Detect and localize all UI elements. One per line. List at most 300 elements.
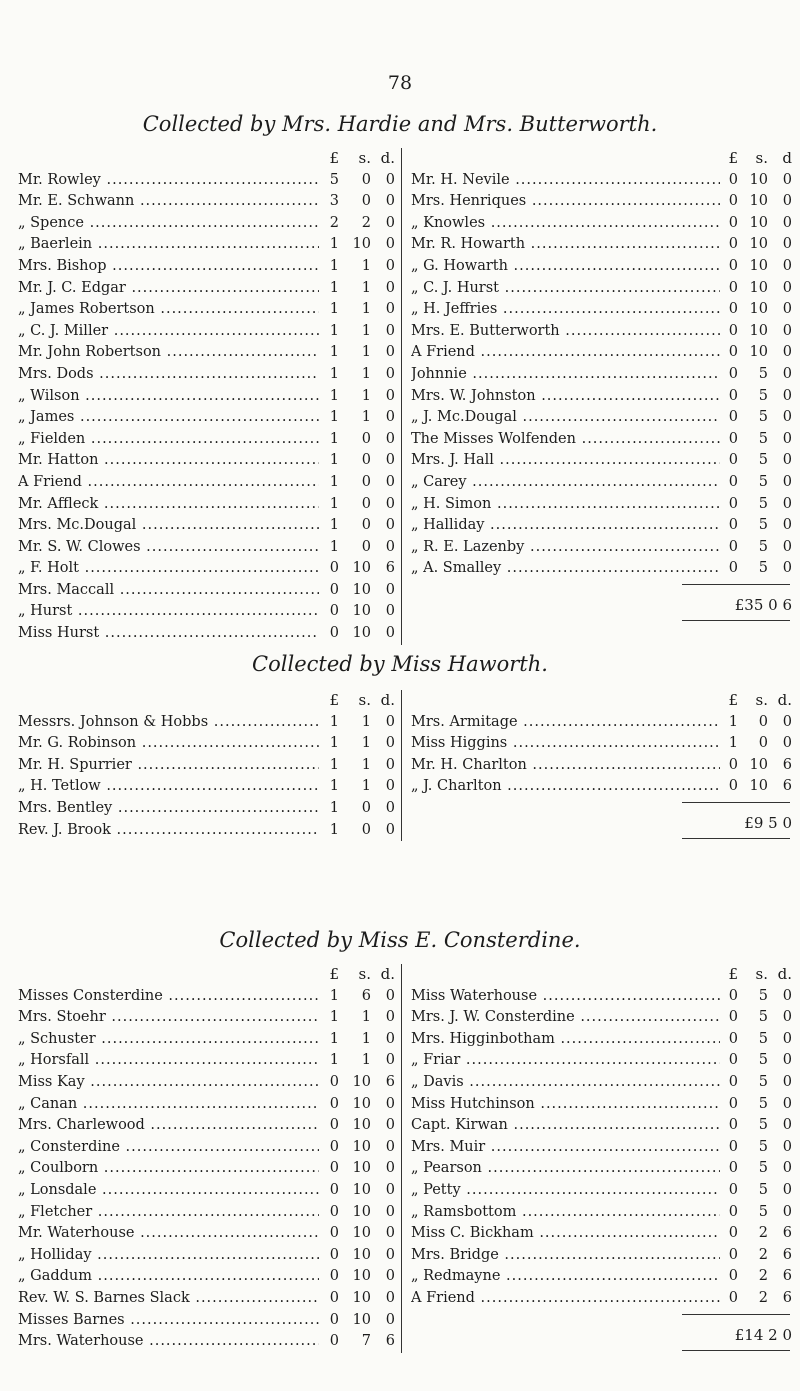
- subscriber-name: Mr. H. Charlton .....: [411, 755, 720, 777]
- amount-shillings: 0: [361, 821, 371, 838]
- amount-pence: 0: [385, 409, 395, 426]
- amount-shillings: 5: [758, 409, 768, 426]
- amount-pounds: 0: [329, 1289, 339, 1306]
- section-total: [411, 580, 792, 614]
- amount-shillings: 0: [758, 713, 768, 730]
- subscriber-row: [18, 1115, 401, 1137]
- subscriber-name: Mr. H. Nevile .....: [411, 170, 720, 192]
- amount-shillings: 7: [361, 1333, 371, 1350]
- amount-shillings: 10: [749, 236, 768, 253]
- shillings-header: s.: [755, 149, 768, 167]
- subscriber-row: [18, 623, 401, 645]
- subscriber-name: Mr. Hatton .....: [18, 450, 319, 472]
- amount-pounds: 0: [329, 1138, 339, 1155]
- pounds-header: £: [329, 691, 339, 709]
- subscriber-name: Misses Barnes .....: [18, 1310, 319, 1332]
- amount-pence: 0: [782, 430, 792, 447]
- subscriber-name: Mr. R. Howarth .....: [411, 234, 720, 256]
- amount-pounds: 0: [329, 625, 339, 642]
- subscriber-row: [411, 321, 792, 343]
- subscriber-name: „ James .....: [18, 407, 319, 429]
- amount-pounds: 0: [728, 1073, 738, 1090]
- amount-pounds: 1: [329, 473, 339, 490]
- amount-pounds: 0: [728, 1289, 738, 1306]
- subscriber-name: Miss Hutchinson .....: [411, 1094, 720, 1116]
- subscriber-row: [18, 986, 401, 1008]
- amount-pounds: 1: [329, 322, 339, 339]
- subscriber-row: [411, 1094, 792, 1116]
- amount-pounds: 3: [329, 193, 339, 210]
- amount-pence: 0: [385, 987, 395, 1004]
- subscriber-name: Mrs. Stoehr .....: [18, 1007, 319, 1029]
- amount-shillings: 5: [758, 430, 768, 447]
- amount-shillings: 5: [758, 560, 768, 577]
- subscriber-row: [411, 1072, 792, 1094]
- subscriber-row: [18, 1072, 401, 1094]
- subscriber-name: „ G. Howarth .....: [411, 256, 720, 278]
- shillings-header: s.: [755, 965, 768, 983]
- subscriber-row: [18, 712, 401, 734]
- amount-pence: 0: [385, 344, 395, 361]
- amount-pence: 0: [782, 171, 792, 188]
- amount-pounds: 0: [728, 1268, 738, 1285]
- subscriber-name: „ A. Smalley .....: [411, 558, 720, 580]
- amount-shillings: 2: [758, 1268, 768, 1285]
- amount-shillings: 10: [352, 1246, 371, 1263]
- amount-pounds: 0: [728, 756, 738, 773]
- amount-shillings: 1: [361, 1052, 371, 1069]
- subscriber-name: Mr. S. W. Clowes .....: [18, 537, 319, 559]
- amount-pence: 0: [385, 495, 395, 512]
- subscriber-name: A Friend .....: [411, 342, 720, 364]
- subscriber-name: „ Holliday .....: [18, 1245, 319, 1267]
- amount-pounds: 0: [329, 1073, 339, 1090]
- amount-shillings: 10: [352, 1138, 371, 1155]
- amount-shillings: 2: [758, 1246, 768, 1263]
- subscriber-name: Mr. J. C. Edgar .....: [18, 278, 319, 300]
- pence-header: d.: [777, 965, 792, 983]
- amount-pounds: 1: [329, 495, 339, 512]
- amount-shillings: 10: [352, 603, 371, 620]
- subscriber-row: [18, 1029, 401, 1051]
- subscriber-name: Mrs. J. Hall .....: [411, 450, 720, 472]
- pounds-header: £: [728, 965, 738, 983]
- amount-pence: 0: [385, 1009, 395, 1026]
- amount-pounds: 1: [329, 387, 339, 404]
- amount-pounds: 0: [728, 473, 738, 490]
- amount-pounds: 0: [728, 517, 738, 534]
- subscriber-name: Mr. Waterhouse .....: [18, 1223, 319, 1245]
- subscriber-name: Miss Waterhouse .....: [411, 986, 720, 1008]
- amount-pounds: 1: [329, 409, 339, 426]
- subscriber-row: [18, 1180, 401, 1202]
- subscriber-name: Mrs. W. Johnston .....: [411, 386, 720, 408]
- amount-pence: 0: [782, 987, 792, 1004]
- subscriber-row: [18, 776, 401, 798]
- amount-shillings: 1: [361, 735, 371, 752]
- amount-pounds: 0: [728, 409, 738, 426]
- subscriber-row: [18, 1007, 401, 1029]
- amount-pence: 0: [782, 1181, 792, 1198]
- amount-pence: 0: [782, 1203, 792, 1220]
- subscriber-name: „ Gaddum .....: [18, 1266, 319, 1288]
- amount-shillings: 2: [758, 1289, 768, 1306]
- amount-pence: 0: [385, 236, 395, 253]
- subscriber-name: Misses Consterdine .....: [18, 986, 319, 1008]
- amount-pounds: 1: [329, 987, 339, 1004]
- currency-header: [411, 964, 792, 986]
- amount-shillings: 0: [361, 171, 371, 188]
- amount-shillings: 10: [352, 1225, 371, 1242]
- left-column: [18, 148, 402, 645]
- amount-pence: 0: [385, 1030, 395, 1047]
- total-amount: £14 2 0: [734, 1325, 792, 1344]
- amount-shillings: 5: [758, 387, 768, 404]
- amount-pounds: 0: [728, 987, 738, 1004]
- amount-pounds: 1: [329, 713, 339, 730]
- subscriber-row: [411, 342, 792, 364]
- amount-pence: 0: [782, 560, 792, 577]
- amount-pounds: 0: [728, 538, 738, 555]
- subscriber-row: [411, 429, 792, 451]
- subscriber-name: A Friend .....: [411, 1288, 720, 1310]
- subscriber-name: Mrs. Dods .....: [18, 364, 319, 386]
- amount-shillings: 10: [352, 1160, 371, 1177]
- subscriber-row: [18, 450, 401, 472]
- amount-pence: 0: [385, 257, 395, 274]
- subscriber-row: [18, 256, 401, 278]
- amount-pence: 0: [385, 214, 395, 231]
- amount-shillings: 10: [749, 171, 768, 188]
- currency-header: [411, 148, 792, 170]
- subscriber-row: [411, 1029, 792, 1051]
- total-rule: [682, 584, 790, 585]
- subscriber-row: [18, 820, 401, 842]
- amount-shillings: 5: [758, 538, 768, 555]
- amount-pence: 0: [782, 1052, 792, 1069]
- amount-shillings: 10: [352, 581, 371, 598]
- subscriber-row: [411, 1180, 792, 1202]
- amount-pence: 0: [385, 581, 395, 598]
- amount-pounds: 0: [728, 279, 738, 296]
- amount-pence: 0: [385, 322, 395, 339]
- subscriber-name: Mrs. E. Butterworth .....: [411, 321, 720, 343]
- amount-pence: 0: [782, 322, 792, 339]
- subscriber-row: [18, 1266, 401, 1288]
- subscriber-name: Mrs. J. W. Consterdine .....: [411, 1007, 720, 1029]
- amount-pounds: 0: [728, 387, 738, 404]
- subscriber-name: Mr. Rowley .....: [18, 170, 319, 192]
- subscriber-row: [411, 1115, 792, 1137]
- amount-shillings: 1: [361, 279, 371, 296]
- subscriber-name: „ Horsfall .....: [18, 1050, 319, 1072]
- amount-pence: 0: [782, 517, 792, 534]
- subscriber-row: [18, 170, 401, 192]
- amount-pence: 0: [385, 171, 395, 188]
- subscriber-name: Mrs. Muir .....: [411, 1137, 720, 1159]
- amount-shillings: 2: [361, 214, 371, 231]
- amount-pounds: 0: [728, 1117, 738, 1134]
- amount-pence: 0: [385, 778, 395, 795]
- amount-shillings: 0: [758, 735, 768, 752]
- amount-pence: 0: [385, 1160, 395, 1177]
- amount-shillings: 1: [361, 387, 371, 404]
- amount-shillings: 1: [361, 1030, 371, 1047]
- amount-pounds: 0: [728, 560, 738, 577]
- amount-pounds: 1: [329, 279, 339, 296]
- amount-shillings: 10: [352, 625, 371, 642]
- left-column: [18, 690, 402, 841]
- amount-pence: 6: [782, 1289, 792, 1306]
- subscriber-name: Mrs. Henriques .....: [411, 191, 720, 213]
- amount-pence: 6: [385, 560, 395, 577]
- amount-pence: 0: [385, 452, 395, 469]
- amount-pence: 0: [385, 1117, 395, 1134]
- subscriber-row: [18, 580, 401, 602]
- subscriber-row: [411, 733, 792, 755]
- subscriber-row: [411, 278, 792, 300]
- subscriber-row: [411, 1223, 792, 1245]
- subscriber-row: [411, 256, 792, 278]
- subscriber-name: „ H. Simon .....: [411, 494, 720, 516]
- amount-pounds: 0: [728, 322, 738, 339]
- subscriber-name: Messrs. Johnson & Hobbs .....: [18, 712, 319, 734]
- subscriber-name: „ Fielden .....: [18, 429, 319, 451]
- amount-shillings: 0: [361, 430, 371, 447]
- subscriber-name: „ J. Charlton .....: [411, 776, 720, 798]
- amount-pence: 0: [385, 1138, 395, 1155]
- subscriber-row: [411, 494, 792, 516]
- subscriber-row: [411, 755, 792, 777]
- subscriber-name: Mr. E. Schwann .....: [18, 191, 319, 213]
- subscriber-row: [411, 407, 792, 429]
- subscriber-name: The Misses Wolfenden .....: [411, 429, 720, 451]
- right-column: [411, 964, 792, 1351]
- amount-pence: 0: [782, 1095, 792, 1112]
- amount-shillings: 2: [758, 1225, 768, 1242]
- pence-header: d.: [777, 691, 792, 709]
- amount-shillings: 5: [758, 1117, 768, 1134]
- subscriber-name: „ J. Mc.Dougal .....: [411, 407, 720, 429]
- amount-pounds: 0: [728, 1030, 738, 1047]
- subscriber-row: [411, 515, 792, 537]
- subscriber-row: [18, 601, 401, 623]
- subscriber-name: Mrs. Mc.Dougal .....: [18, 515, 319, 537]
- amount-shillings: 5: [758, 1073, 768, 1090]
- shillings-header: s.: [755, 691, 768, 709]
- pounds-header: £: [728, 691, 738, 709]
- amount-pounds: 0: [728, 257, 738, 274]
- subscriber-row: [411, 558, 792, 580]
- amount-pounds: 0: [329, 1160, 339, 1177]
- amount-pounds: 0: [728, 171, 738, 188]
- amount-shillings: 0: [361, 517, 371, 534]
- amount-pounds: 0: [728, 1160, 738, 1177]
- amount-pounds: 0: [329, 560, 339, 577]
- amount-pence: 0: [782, 365, 792, 382]
- amount-pounds: 1: [329, 517, 339, 534]
- amount-shillings: 1: [361, 713, 371, 730]
- amount-pounds: 0: [329, 1268, 339, 1285]
- amount-pounds: 0: [329, 1203, 339, 1220]
- subscriber-name: „ Schuster .....: [18, 1029, 319, 1051]
- amount-shillings: 10: [749, 344, 768, 361]
- subscriber-name: Mrs. Waterhouse .....: [18, 1331, 319, 1353]
- amount-pence: 0: [385, 538, 395, 555]
- amount-pounds: 0: [728, 214, 738, 231]
- subscriber-row: [18, 278, 401, 300]
- right-column: [411, 148, 792, 621]
- subscriber-name: „ F. Holt .....: [18, 558, 319, 580]
- subscriber-row: [18, 429, 401, 451]
- subscriber-row: [18, 733, 401, 755]
- subscriber-row: [411, 1050, 792, 1072]
- amount-pence: 0: [385, 1246, 395, 1263]
- subscriber-row: [18, 386, 401, 408]
- subscriber-name: „ Friar .....: [411, 1050, 720, 1072]
- subscriber-row: [18, 1050, 401, 1072]
- subscriber-row: [18, 1094, 401, 1116]
- amount-pounds: 1: [728, 735, 738, 752]
- section-total: [411, 1310, 792, 1344]
- amount-pence: 0: [385, 735, 395, 752]
- subscriber-row: [411, 191, 792, 213]
- amount-pounds: 0: [728, 1203, 738, 1220]
- amount-pounds: 0: [728, 430, 738, 447]
- amount-pence: 0: [385, 1225, 395, 1242]
- amount-pounds: 0: [728, 1052, 738, 1069]
- amount-shillings: 10: [352, 560, 371, 577]
- amount-pence: 0: [385, 799, 395, 816]
- amount-shillings: 10: [352, 1268, 371, 1285]
- amount-shillings: 10: [749, 322, 768, 339]
- amount-shillings: 5: [758, 452, 768, 469]
- amount-shillings: 5: [758, 987, 768, 1004]
- amount-shillings: 1: [361, 344, 371, 361]
- amount-shillings: 0: [361, 473, 371, 490]
- subscriber-name: „ Lonsdale .....: [18, 1180, 319, 1202]
- amount-shillings: 1: [361, 257, 371, 274]
- amount-pence: 0: [385, 1268, 395, 1285]
- amount-pence: 0: [782, 1117, 792, 1134]
- amount-pence: 0: [385, 713, 395, 730]
- amount-pounds: 0: [728, 1225, 738, 1242]
- subscriber-name: „ H. Jeffries .....: [411, 299, 720, 321]
- subscriber-row: [411, 1158, 792, 1180]
- amount-pence: 0: [385, 365, 395, 382]
- amount-shillings: 10: [749, 778, 768, 795]
- subscriber-name: Mr. G. Robinson .....: [18, 733, 319, 755]
- amount-pence: 6: [385, 1073, 395, 1090]
- subscription-list-consterdine: [18, 964, 792, 1384]
- amount-pounds: 0: [329, 1333, 339, 1350]
- amount-pence: 0: [385, 1311, 395, 1328]
- subscriber-row: [18, 798, 401, 820]
- subscriber-row: [18, 1223, 401, 1245]
- subscriber-row: [411, 986, 792, 1008]
- amount-pounds: 1: [329, 344, 339, 361]
- amount-pence: 6: [782, 1246, 792, 1263]
- section-title-hardie-butterworth: Collected by Mrs. Hardie and Mrs. Butterworth.: [142, 112, 658, 136]
- subscriber-name: „ Carey .....: [411, 472, 720, 494]
- amount-shillings: 5: [758, 1138, 768, 1155]
- amount-shillings: 10: [749, 214, 768, 231]
- subscriber-row: [411, 1245, 792, 1267]
- amount-pence: 0: [782, 409, 792, 426]
- amount-pounds: 1: [329, 756, 339, 773]
- amount-pence: 0: [385, 473, 395, 490]
- amount-pounds: 1: [329, 301, 339, 318]
- amount-pence: 0: [782, 735, 792, 752]
- subscriber-name: „ Spence .....: [18, 213, 319, 235]
- subscriber-row: [411, 450, 792, 472]
- subscriber-name: „ Petty .....: [411, 1180, 720, 1202]
- amount-pence: 0: [782, 1030, 792, 1047]
- amount-pence: 6: [782, 778, 792, 795]
- amount-shillings: 5: [758, 1160, 768, 1177]
- amount-shillings: 1: [361, 365, 371, 382]
- amount-pence: 0: [782, 279, 792, 296]
- right-column: [411, 690, 792, 839]
- amount-pence: 0: [782, 713, 792, 730]
- amount-pounds: 0: [728, 495, 738, 512]
- subscriber-name: Miss Higgins .....: [411, 733, 720, 755]
- subscriber-row: [18, 537, 401, 559]
- amount-pence: 0: [385, 821, 395, 838]
- amount-pounds: 1: [329, 257, 339, 274]
- amount-shillings: 10: [749, 279, 768, 296]
- pence-header: d: [782, 149, 792, 167]
- subscriber-row: [18, 755, 401, 777]
- amount-pounds: 1: [329, 735, 339, 752]
- amount-pounds: 0: [728, 1095, 738, 1112]
- amount-pounds: 0: [728, 1009, 738, 1026]
- amount-pence: 0: [782, 344, 792, 361]
- subscriber-name: „ Ramsbottom .....: [411, 1202, 720, 1224]
- currency-header: [18, 148, 401, 170]
- amount-pounds: 0: [728, 452, 738, 469]
- amount-shillings: 5: [758, 473, 768, 490]
- amount-shillings: 10: [352, 1073, 371, 1090]
- subscriber-name: „ C. J. Hurst .....: [411, 278, 720, 300]
- amount-pence: 0: [782, 1138, 792, 1155]
- amount-pence: 0: [385, 517, 395, 534]
- amount-shillings: 5: [758, 1009, 768, 1026]
- amount-pounds: 0: [329, 1246, 339, 1263]
- subscriber-row: [411, 1202, 792, 1224]
- amount-shillings: 10: [352, 1203, 371, 1220]
- amount-pounds: 0: [728, 778, 738, 795]
- subscriber-row: [18, 342, 401, 364]
- pounds-header: £: [329, 149, 339, 167]
- subscriber-name: „ Halliday .....: [411, 515, 720, 537]
- amount-pence: 0: [782, 193, 792, 210]
- amount-pounds: 5: [329, 171, 339, 188]
- amount-shillings: 1: [361, 322, 371, 339]
- amount-shillings: 5: [758, 365, 768, 382]
- subscriber-row: [411, 712, 792, 734]
- shillings-header: s.: [358, 965, 371, 983]
- amount-pounds: 0: [728, 344, 738, 361]
- subscriber-row: [411, 537, 792, 559]
- total-rule: [682, 1314, 790, 1315]
- amount-pence: 0: [385, 1289, 395, 1306]
- amount-pounds: 0: [329, 603, 339, 620]
- amount-pence: 6: [385, 1333, 395, 1350]
- subscriber-name: „ Canan .....: [18, 1094, 319, 1116]
- currency-header: [411, 690, 792, 712]
- subscriber-name: Mrs. Bentley .....: [18, 798, 319, 820]
